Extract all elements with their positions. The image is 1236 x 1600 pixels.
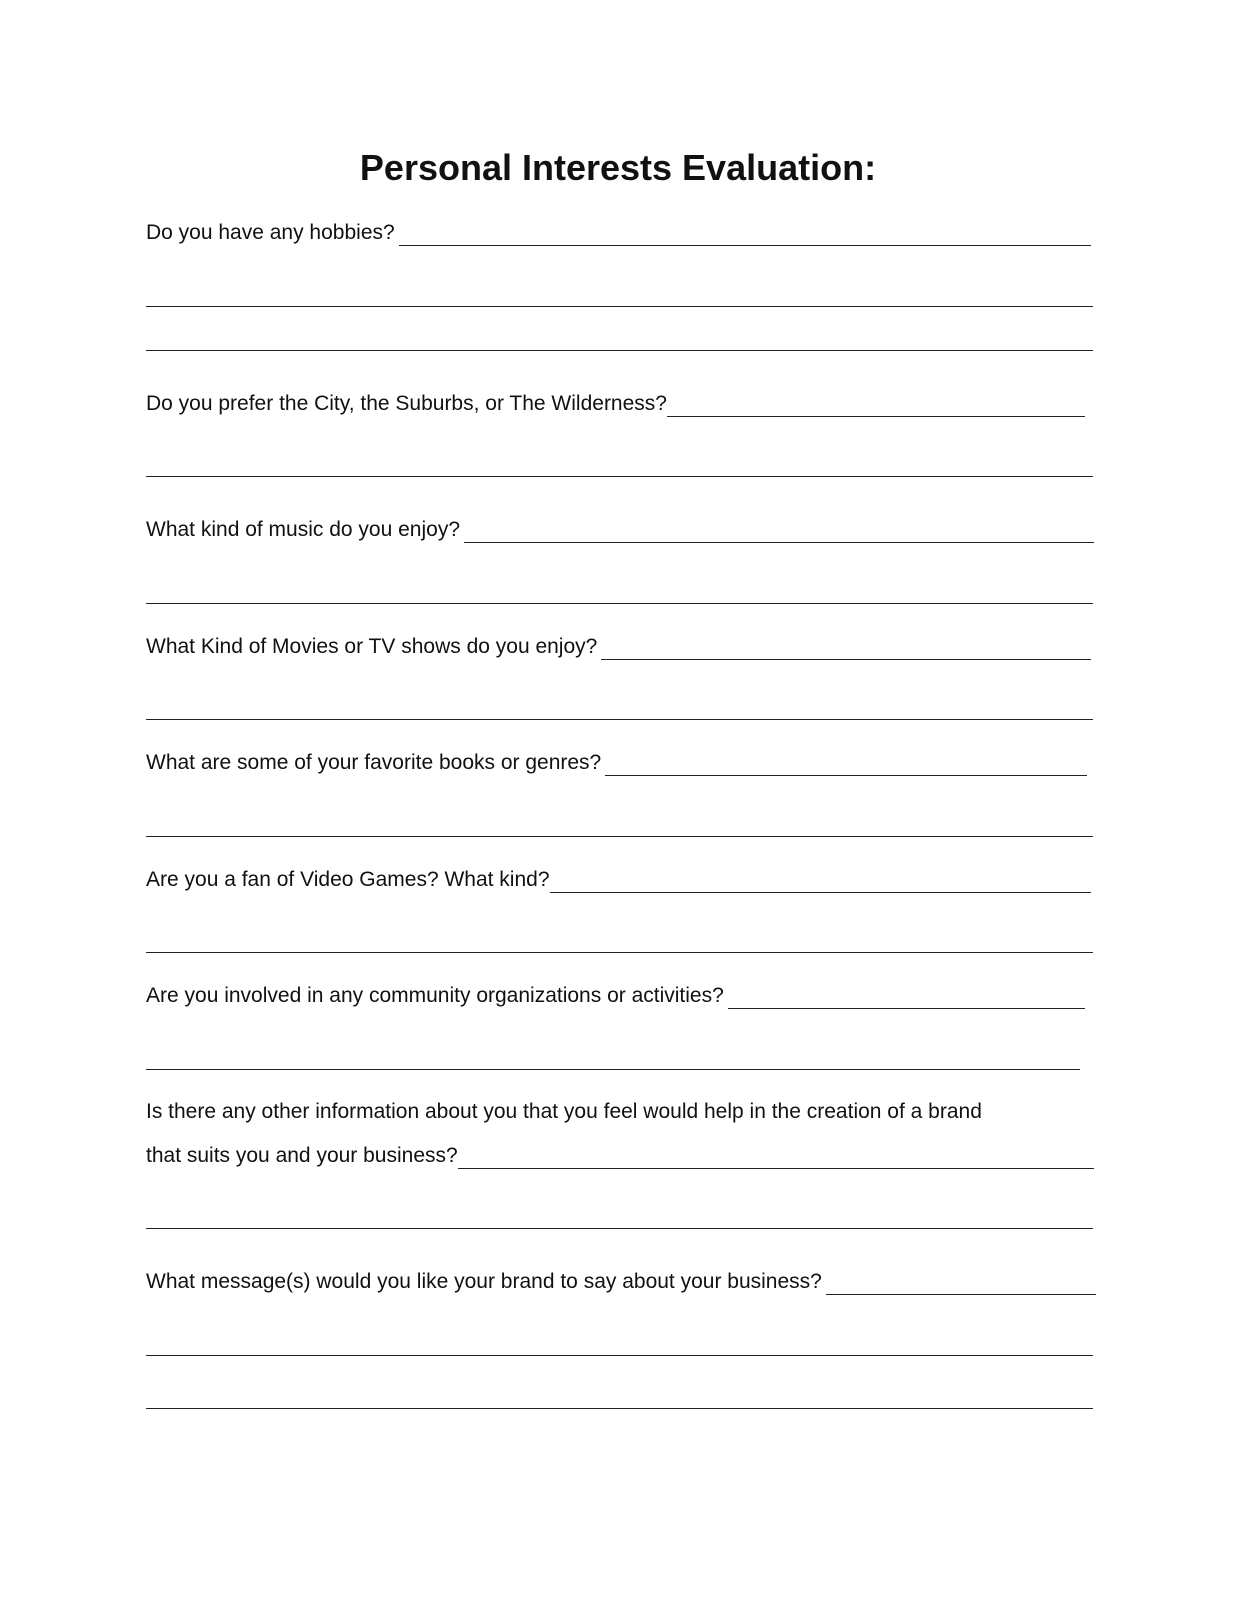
answer-blank[interactable]	[458, 1148, 1094, 1169]
question-label: Do you prefer the City, the Suburbs, or The Wilderness?	[146, 392, 667, 415]
question-label: What Kind of Movies or TV shows do you enjoy?	[146, 635, 598, 658]
question-community	[146, 983, 1085, 1009]
answer-line[interactable]	[146, 1408, 1093, 1409]
answer-blank[interactable]	[605, 755, 1087, 776]
answer-line[interactable]	[146, 719, 1093, 720]
page-title: Personal Interests Evaluation:	[359, 147, 877, 188]
question-label: What are some of your favorite books or genres?	[146, 751, 602, 774]
answer-line[interactable]	[146, 952, 1093, 953]
answer-line[interactable]	[146, 306, 1093, 307]
answer-line[interactable]	[146, 350, 1093, 351]
answer-blank[interactable]	[601, 639, 1091, 660]
answer-line[interactable]	[146, 1228, 1093, 1229]
answer-line[interactable]	[146, 476, 1093, 477]
question-label: Do you have any hobbies?	[146, 221, 395, 244]
answer-line[interactable]	[146, 836, 1093, 837]
question-video-games	[146, 867, 1091, 893]
question-label: Are you a fan of Video Games? What kind?	[146, 868, 550, 891]
answer-blank[interactable]	[667, 396, 1085, 417]
answer-blank[interactable]	[399, 225, 1091, 246]
question-movies-tv	[146, 634, 1091, 660]
answer-blank[interactable]	[728, 988, 1085, 1009]
answer-blank[interactable]	[826, 1274, 1096, 1295]
question-label: that suits you and your business?	[146, 1144, 458, 1167]
answer-blank[interactable]	[550, 872, 1091, 893]
question-label: Are you involved in any community organizations or activities?	[146, 984, 724, 1007]
answer-line[interactable]	[146, 1069, 1080, 1070]
question-books	[146, 750, 1087, 776]
answer-line[interactable]	[146, 1355, 1093, 1356]
question-label: What message(s) would you like your brand to say about your business?	[146, 1270, 822, 1293]
question-other-info	[146, 1143, 1094, 1169]
question-hobbies	[146, 220, 1091, 246]
question-other-info-line1: Is there any other information about you that you feel would help in the creation of a brand	[146, 1100, 982, 1123]
question-brand-message	[146, 1269, 1096, 1295]
question-label: What kind of music do you enjoy?	[146, 518, 460, 541]
question-location-preference	[146, 391, 1085, 417]
answer-blank[interactable]	[464, 522, 1094, 543]
answer-line[interactable]	[146, 603, 1093, 604]
question-music	[146, 517, 1094, 543]
